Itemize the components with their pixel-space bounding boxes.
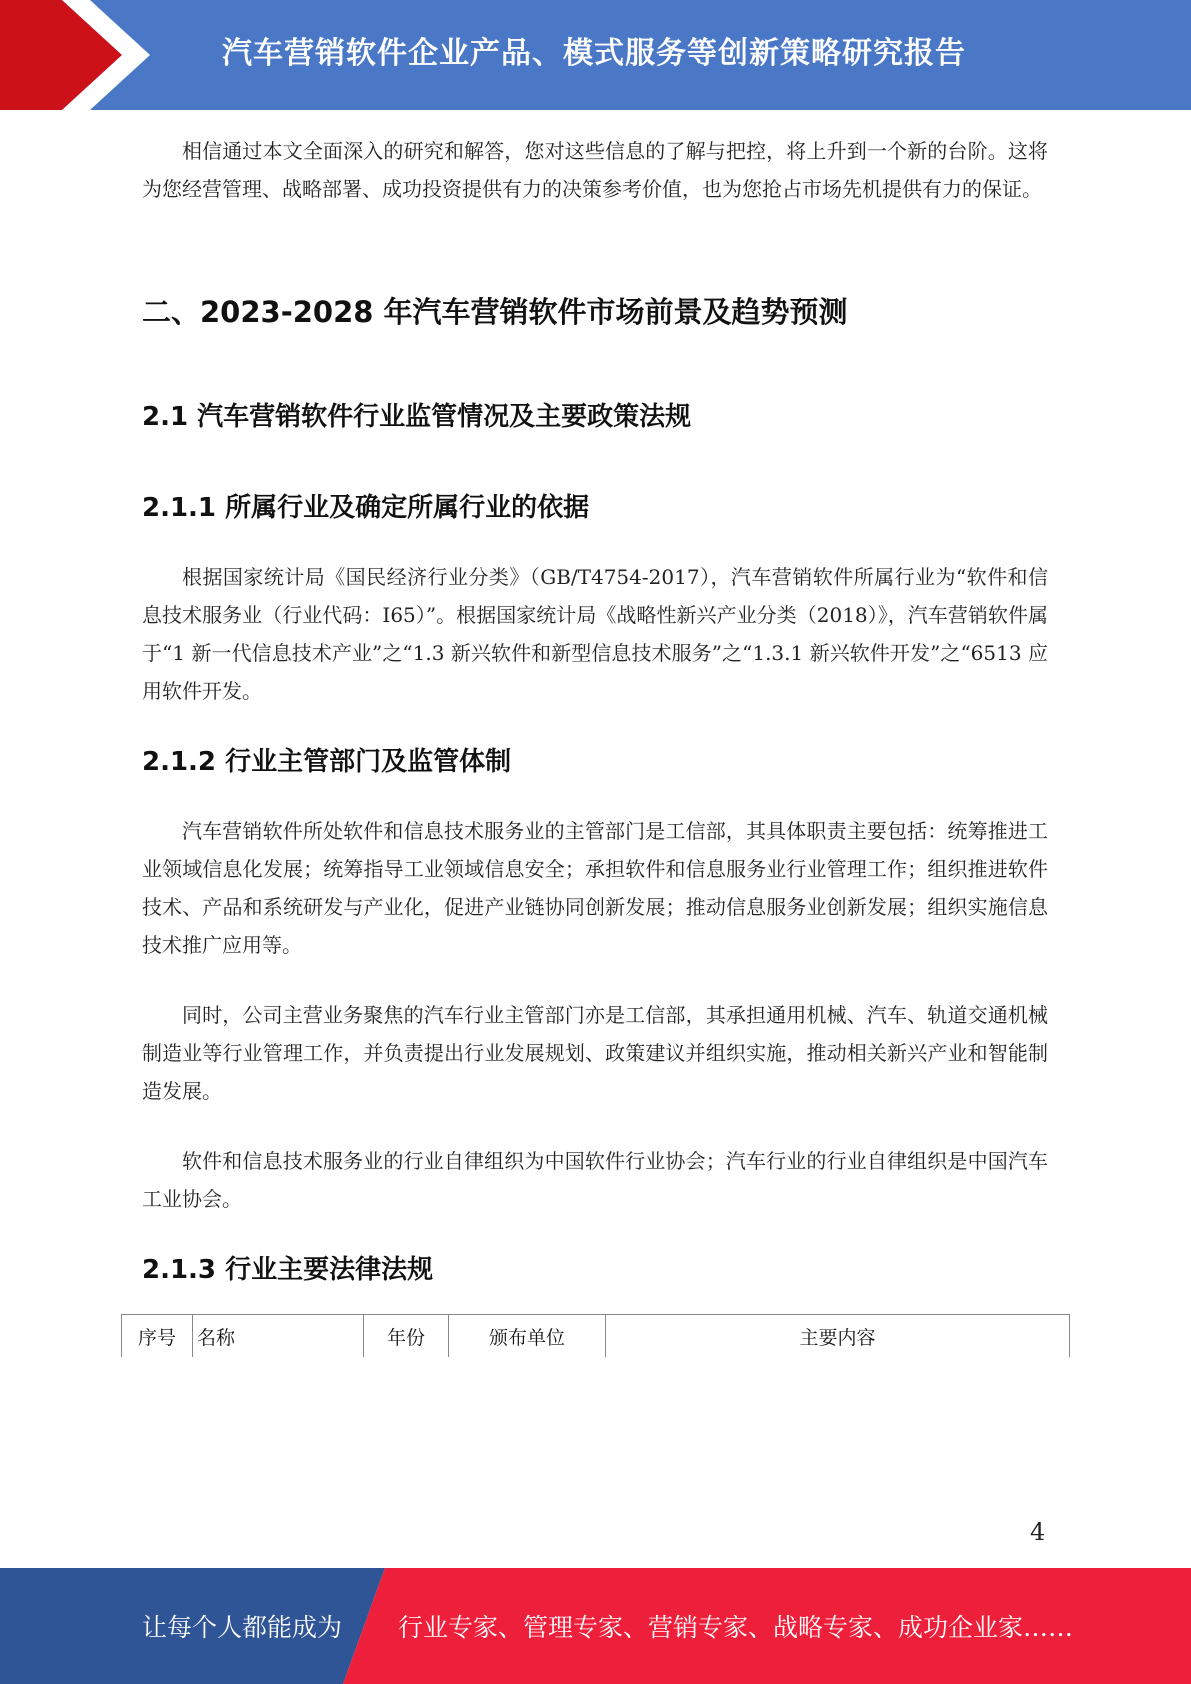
footer-slogan-right: 行业专家、管理专家、营销专家、战略专家、成功企业家…… [398,1613,1074,1642]
section-2-heading: 二、2023-2028 年汽车营销软件市场前景及趋势预测 [142,295,848,329]
section-2-1-1-heading: 2.1.1 所属行业及确定所属行业的依据 [142,493,590,523]
intro-block [142,132,1048,208]
section-2-1-1-paragraph: 根据国家统计局《国民经济行业分类》（GB/T4754-2017），汽车营销软件所属行业为“软件和信息技术服务业（行业代码：I65）”。根据国家统计局《战略性新兴产业分类（2018）》，汽车营销软件属于“1 新一代信息技术产业”之“1.3 新兴软件和新型信息技术服务”之“1.3.1 新兴软件开发”之“6513 应用软件开发。 [142,565,1048,703]
page-number: 4 [1030,1518,1046,1546]
page-header [0,0,1191,110]
table-header-cell: 名称 [193,1315,364,1358]
section-2-1-2-heading: 2.1.2 行业主管部门及监管体制 [142,747,512,777]
table-header-row [122,1315,1070,1358]
table-header-cell: 序号 [122,1315,193,1358]
section-2-1-2-body-1 [142,812,1048,964]
intro-paragraph: 相信通过本文全面深入的研究和解答，您对这些信息的了解与把控，将上升到一个新的台阶。这将为您经营管理、战略部署、成功投资提供有力的决策参考价值，也为您抢占市场先机提供有力的保证。 [142,139,1048,201]
table-header-cell: 颁布单位 [449,1315,606,1358]
header-title: 汽车营销软件企业产品、模式服务等创新策略研究报告 [222,36,966,71]
section-2-1-2-paragraph: 汽车营销软件所处软件和信息技术服务业的主管部门是工信部，其具体职责主要包括：统筹推进工业领域信息化发展；统筹指导工业领域信息安全；承担软件和信息服务业行业管理工作；组织推进软件技术、产品和系统研发与产业化，促进产业链协同创新发展；推动信息服务业创新发展；组织实施信息技术推广应用等。 [142,819,1048,957]
table-header-cell: 年份 [364,1315,449,1358]
footer-slogan-left: 让每个人都能成为 [142,1613,343,1642]
laws-table [121,1314,1070,1357]
section-2-1-1-body [142,558,1048,710]
section-2-1-2-body-2 [142,996,1048,1110]
section-2-1-heading: 2.1 汽车营销软件行业监管情况及主要政策法规 [142,402,692,432]
section-2-1-3-heading: 2.1.3 行业主要法律法规 [142,1255,434,1285]
section-2-1-2-paragraph: 软件和信息技术服务业的行业自律组织为中国软件行业协会；汽车行业的行业自律组织是中国汽车工业协会。 [142,1149,1048,1211]
page-footer [0,1568,1191,1684]
table-header-cell: 主要内容 [606,1315,1070,1358]
section-2-1-2-body-3 [142,1142,1048,1218]
section-2-1-2-paragraph: 同时，公司主营业务聚焦的汽车行业主管部门亦是工信部，其承担通用机械、汽车、轨道交通机械制造业等行业管理工作，并负责提出行业发展规划、政策建议并组织实施，推动相关新兴产业和智能制造发展。 [142,1003,1048,1103]
